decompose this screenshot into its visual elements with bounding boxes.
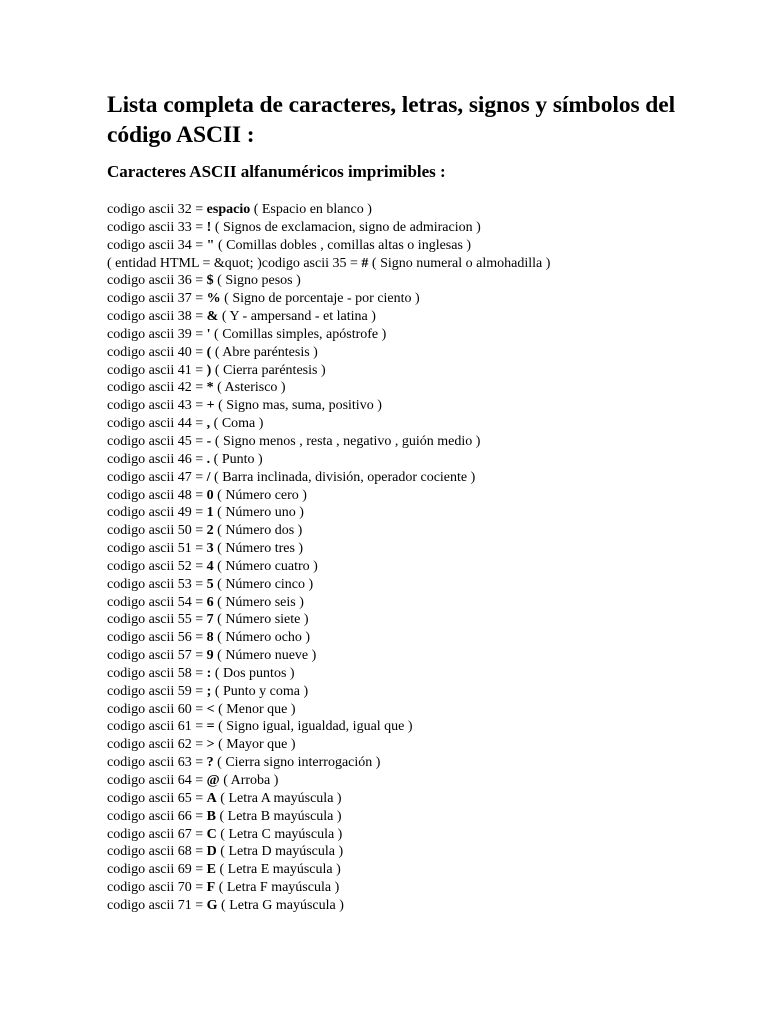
- ascii-code-label: codigo ascii 64 =: [107, 773, 207, 788]
- ascii-description: ( Letra E mayúscula ): [216, 862, 341, 878]
- ascii-symbol: ;: [206, 683, 212, 699]
- ascii-symbol: 1: [206, 505, 214, 521]
- ascii-symbol: .: [206, 451, 211, 467]
- ascii-symbol: #: [361, 255, 369, 271]
- ascii-list-item: [107, 237, 727, 255]
- ascii-description: ( Coma ): [210, 416, 264, 432]
- ascii-list-item: [107, 629, 727, 647]
- ascii-symbol: A: [206, 790, 217, 806]
- ascii-list-item: [107, 611, 727, 629]
- ascii-symbol: <: [206, 701, 215, 717]
- ascii-code-label: codigo ascii 69 =: [107, 862, 207, 878]
- ascii-list-item: [107, 290, 727, 308]
- ascii-symbol: $: [206, 273, 214, 289]
- ascii-list-item: [107, 879, 727, 897]
- ascii-list-item: [107, 594, 727, 612]
- ascii-list-item: [107, 683, 727, 701]
- ascii-description: ( Espacio en blanco ): [250, 202, 372, 217]
- ascii-code-label: codigo ascii 60 =: [107, 701, 207, 717]
- ascii-list-item: [107, 558, 727, 576]
- ascii-list-item: [107, 255, 727, 273]
- ascii-symbol: =: [206, 719, 215, 735]
- ascii-list-item: [107, 736, 727, 754]
- ascii-symbol: ,: [206, 416, 211, 432]
- ascii-code-label: codigo ascii 53 =: [107, 576, 207, 592]
- ascii-list-item: [107, 379, 727, 397]
- ascii-symbol: ": [206, 237, 215, 253]
- ascii-description: ( Comillas dobles , comillas altas o inglesas ): [214, 237, 472, 253]
- ascii-symbol: &: [206, 309, 219, 325]
- ascii-list-item: [107, 504, 727, 522]
- ascii-description: ( Número siete ): [213, 612, 309, 628]
- ascii-symbol: /: [206, 469, 211, 485]
- ascii-description: ( Dos puntos ): [211, 665, 295, 681]
- ascii-description: ( Signo pesos ): [213, 273, 301, 289]
- ascii-description: ( Letra B mayúscula ): [216, 808, 342, 824]
- ascii-description: ( Barra inclinada, división, operador cociente ): [210, 469, 476, 485]
- ascii-description: ( Signo de porcentaje - por ciento ): [220, 291, 420, 307]
- ascii-symbol: ?: [206, 755, 214, 771]
- ascii-code-label: codigo ascii 37 =: [107, 291, 207, 307]
- ascii-code-label: codigo ascii 39 =: [107, 326, 207, 342]
- ascii-list-item: [107, 647, 727, 665]
- ascii-list-item: [107, 522, 727, 540]
- ascii-code-label: codigo ascii 55 =: [107, 612, 207, 628]
- ascii-code-label: codigo ascii 70 =: [107, 880, 207, 896]
- ascii-description: ( Número ocho ): [213, 630, 311, 646]
- ascii-code-label: codigo ascii 34 =: [107, 237, 207, 253]
- ascii-description: ( Asterisco ): [213, 380, 286, 396]
- ascii-list-item: [107, 415, 727, 433]
- ascii-symbol: 5: [206, 576, 214, 592]
- ascii-symbol: G: [206, 897, 218, 913]
- ascii-list-item: [107, 754, 727, 772]
- ascii-code-label: codigo ascii 51 =: [107, 541, 207, 557]
- ascii-description: ( Signo numeral o almohadilla ): [368, 255, 551, 271]
- ascii-list-item: [107, 469, 727, 487]
- ascii-symbol: 8: [206, 630, 214, 646]
- ascii-list-item: [107, 665, 727, 683]
- ascii-code-label: codigo ascii 33 =: [107, 219, 207, 235]
- ascii-symbol: !: [206, 219, 212, 235]
- ascii-code-label: codigo ascii 57 =: [107, 648, 207, 664]
- ascii-code-label: codigo ascii 36 =: [107, 273, 207, 289]
- ascii-code-label: codigo ascii 56 =: [107, 630, 207, 646]
- ascii-list-item: [107, 219, 727, 237]
- document-title: Lista completa de caracteres, letras, signos y símbolos del código ASCII :: [107, 92, 676, 148]
- ascii-list-item: [107, 540, 727, 558]
- ascii-symbol: C: [206, 826, 217, 842]
- ascii-code-label: codigo ascii 44 =: [107, 416, 207, 432]
- ascii-description: ( Número dos ): [213, 523, 303, 539]
- ascii-list-item: [107, 808, 727, 826]
- ascii-symbol: ): [206, 362, 212, 378]
- ascii-list-item: [107, 718, 727, 736]
- ascii-code-label: codigo ascii 40 =: [107, 344, 207, 360]
- ascii-symbol: F: [206, 880, 216, 896]
- ascii-list-item: [107, 826, 727, 844]
- ascii-list-item: [107, 772, 727, 790]
- ascii-code-label: codigo ascii 59 =: [107, 683, 207, 699]
- ascii-symbol: 0: [206, 487, 214, 503]
- ascii-symbol: :: [206, 665, 212, 681]
- ascii-code-label: codigo ascii 32 =: [107, 202, 207, 217]
- ascii-symbol: (: [206, 344, 212, 360]
- ascii-list-item: [107, 790, 727, 808]
- ascii-description: ( Letra G mayúscula ): [217, 897, 344, 913]
- document-page: [107, 90, 727, 915]
- ascii-code-label: codigo ascii 62 =: [107, 737, 207, 753]
- ascii-description: ( Número seis ): [213, 594, 304, 610]
- ascii-description: ( Y - ampersand - et latina ): [218, 309, 376, 325]
- ascii-code-label: codigo ascii 65 =: [107, 790, 207, 806]
- ascii-list-item: [107, 362, 727, 380]
- ascii-list-item: [107, 861, 727, 879]
- ascii-symbol: +: [206, 398, 215, 414]
- ascii-list-item: [107, 201, 727, 219]
- ascii-list-item: [107, 433, 727, 451]
- ascii-description: ( Signo menos , resta , negativo , guión medio ): [211, 433, 481, 449]
- ascii-description: ( Número tres ): [213, 541, 304, 557]
- ascii-symbol: B: [206, 808, 216, 824]
- ascii-code-label: codigo ascii 49 =: [107, 505, 207, 521]
- ascii-code-label: codigo ascii 48 =: [107, 487, 207, 503]
- ascii-code-label: codigo ascii 63 =: [107, 755, 207, 771]
- ascii-symbol: 4: [206, 558, 214, 574]
- ascii-list-item: [107, 897, 727, 915]
- ascii-symbol: 3: [206, 541, 214, 557]
- ascii-code-label: codigo ascii 71 =: [107, 897, 207, 913]
- ascii-code-label: codigo ascii 46 =: [107, 451, 207, 467]
- ascii-description: ( Número cero ): [213, 487, 307, 503]
- ascii-code-label: codigo ascii 50 =: [107, 523, 207, 539]
- ascii-description: ( Letra A mayúscula ): [216, 790, 342, 806]
- ascii-list-item: [107, 344, 727, 362]
- ascii-symbol: -: [206, 433, 212, 449]
- ascii-description: ( Signos de exclamacion, signo de admiracion ): [211, 219, 481, 235]
- ascii-code-label: codigo ascii 45 =: [107, 433, 207, 449]
- ascii-list-item: [107, 487, 727, 505]
- ascii-symbol: 2: [206, 523, 214, 539]
- ascii-symbol: %: [206, 291, 221, 307]
- ascii-code-label: codigo ascii 42 =: [107, 380, 207, 396]
- ascii-list-item: [107, 701, 727, 719]
- ascii-description: ( Letra C mayúscula ): [216, 826, 343, 842]
- ascii-description: ( Cierra paréntesis ): [211, 362, 326, 378]
- ascii-symbol: E: [206, 862, 216, 878]
- ascii-list-item: [107, 451, 727, 469]
- ascii-code-label: codigo ascii 54 =: [107, 594, 207, 610]
- ascii-code-label: codigo ascii 52 =: [107, 558, 207, 574]
- ascii-code-label: codigo ascii 61 =: [107, 719, 207, 735]
- ascii-code-label: codigo ascii 43 =: [107, 398, 207, 414]
- ascii-description: ( Letra D mayúscula ): [216, 844, 344, 860]
- ascii-symbol: @: [206, 773, 220, 788]
- ascii-description: ( Número cinco ): [213, 576, 314, 592]
- ascii-list-item: [107, 308, 727, 326]
- ascii-code-label: codigo ascii 47 =: [107, 469, 207, 485]
- ascii-description: ( Punto y coma ): [211, 683, 309, 699]
- ascii-symbol: ': [206, 326, 211, 342]
- ascii-description: ( Signo igual, igualdad, igual que ): [214, 719, 413, 735]
- ascii-code-label: codigo ascii 38 =: [107, 309, 207, 325]
- ascii-description: ( Signo mas, suma, positivo ): [214, 398, 382, 414]
- ascii-description: ( Mayor que ): [214, 737, 296, 753]
- ascii-code-list: [107, 201, 727, 915]
- ascii-symbol: 7: [206, 612, 214, 628]
- ascii-code-label: codigo ascii 58 =: [107, 665, 207, 681]
- ascii-code-label: codigo ascii 68 =: [107, 844, 207, 860]
- ascii-symbol: 6: [206, 594, 214, 610]
- ascii-description: ( Arroba ): [219, 773, 279, 788]
- ascii-code-label: codigo ascii 66 =: [107, 808, 207, 824]
- ascii-list-item: [107, 576, 727, 594]
- ascii-description: ( Número nueve ): [213, 648, 317, 664]
- ascii-list-item: [107, 272, 727, 290]
- ascii-description: ( Número cuatro ): [213, 558, 318, 574]
- ascii-code-label: codigo ascii 67 =: [107, 826, 207, 842]
- ascii-description: ( Abre paréntesis ): [211, 344, 318, 360]
- ascii-description: ( Comillas simples, apóstrofe ): [210, 326, 387, 342]
- ascii-description: ( Menor que ): [214, 701, 296, 717]
- ascii-symbol: 9: [206, 648, 214, 664]
- ascii-symbol: D: [206, 844, 217, 860]
- ascii-list-item: [107, 843, 727, 861]
- ascii-code-label: ( entidad HTML = &quot; )codigo ascii 35 =: [107, 255, 362, 271]
- ascii-description: ( Cierra signo interrogación ): [213, 755, 381, 771]
- ascii-description: ( Letra F mayúscula ): [215, 880, 340, 896]
- section-subtitle: Caracteres ASCII alfanuméricos imprimibles :: [107, 162, 446, 181]
- ascii-symbol: *: [206, 380, 214, 396]
- ascii-list-item: [107, 397, 727, 415]
- ascii-list-item: [107, 326, 727, 344]
- ascii-symbol: >: [206, 737, 215, 753]
- ascii-symbol: espacio: [206, 202, 251, 217]
- ascii-description: ( Número uno ): [213, 505, 304, 521]
- ascii-code-label: codigo ascii 41 =: [107, 362, 207, 378]
- ascii-description: ( Punto ): [210, 451, 263, 467]
